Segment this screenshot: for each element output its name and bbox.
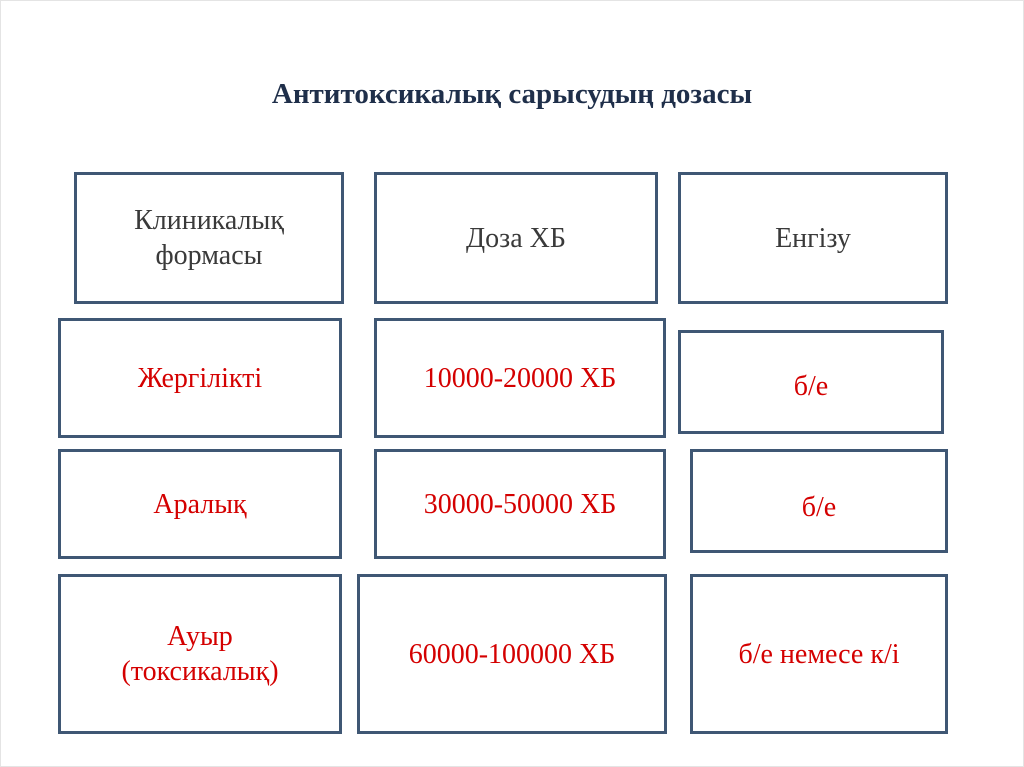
header-dose: Доза ХБ xyxy=(374,172,658,304)
header-route: Енгізу xyxy=(678,172,948,304)
row-2-form: Аралық xyxy=(58,449,342,559)
row-2-dose: 30000-50000 ХБ xyxy=(374,449,666,559)
row-3-form: Ауыр (токсикалық) xyxy=(58,574,342,734)
header-clinical-form: Клиникалық формасы xyxy=(74,172,344,304)
row-1-route: б/е xyxy=(678,330,944,434)
row-3-dose: 60000-100000 ХБ xyxy=(357,574,667,734)
page-title: Антитоксикалық сарысудың дозасы xyxy=(271,78,753,110)
row-1-form: Жергілікті xyxy=(58,318,342,438)
row-2-route: б/е xyxy=(690,449,948,553)
row-1-dose: 10000-20000 ХБ xyxy=(374,318,666,438)
row-3-route: б/е немесе к/і xyxy=(690,574,948,734)
